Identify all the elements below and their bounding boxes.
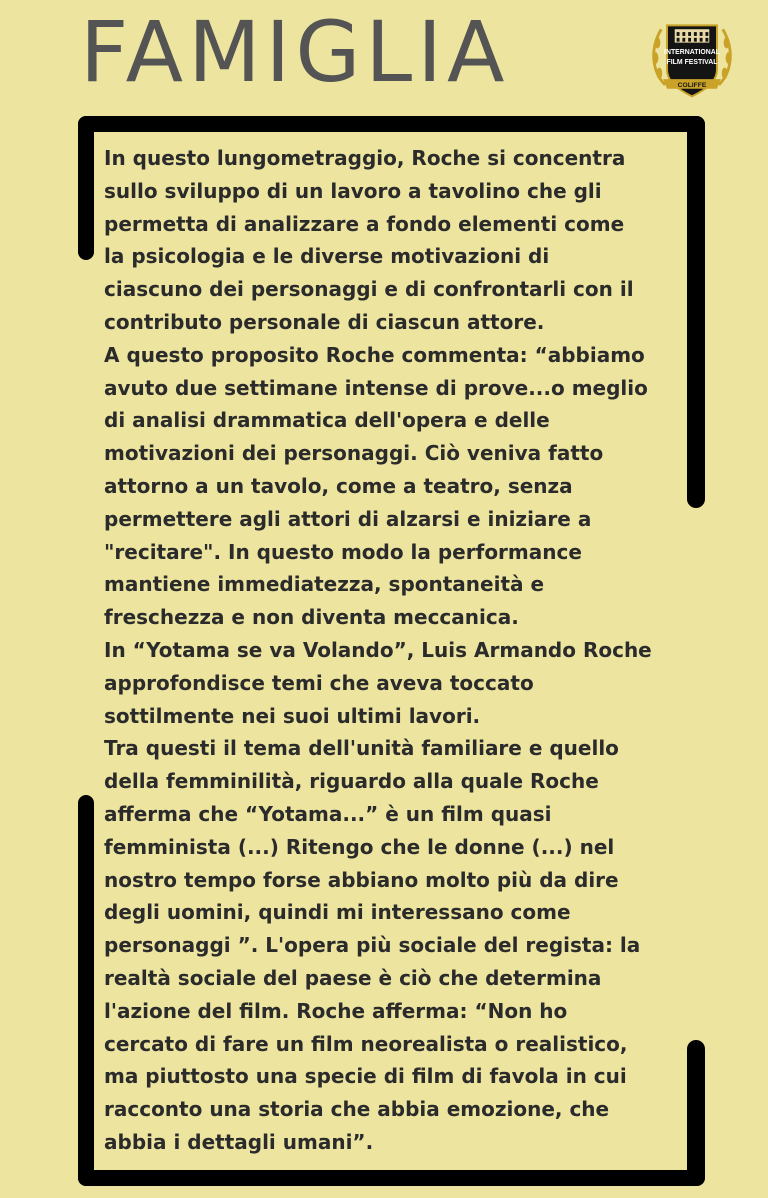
text-line: sullo sviluppo di un lavoro a tavolino che gli: [104, 178, 602, 203]
text-line: avuto due settimane intense di prove...o meglio: [104, 375, 648, 400]
text-line: sottilmente nei suoi ultimi lavori.: [104, 703, 481, 728]
text-line: racconto una storia che abbia emozione, che: [104, 1097, 610, 1122]
page-title: FAMIGLIA: [80, 3, 510, 101]
text-line: freschezza e non diventa meccanica.: [104, 605, 519, 630]
text-line: ma piuttosto una specie di film di favola in cui: [104, 1064, 627, 1089]
text-line: approfondisce temi che aveva toccato: [104, 670, 534, 695]
text-line: A questo proposito Roche commenta: “abbiamo: [104, 342, 645, 367]
text-line: In “Yotama se va Volando”, Luis Armando Roche: [104, 637, 652, 662]
text-line: cercato di fare un film neorealista o realistico,: [104, 1031, 628, 1056]
text-line: realtà sociale del paese è ciò che determina: [104, 965, 602, 990]
text-line: permetta di analizzare a fondo elementi come: [104, 211, 625, 236]
svg-text:COLIFFE: COLIFFE: [677, 81, 707, 89]
frame-bottom: [78, 1170, 705, 1186]
text-line: afferma che “Yotama...” è un film quasi: [104, 801, 552, 826]
text-line: femminista (...) Ritengo che le donne (...) nel: [104, 834, 615, 859]
text-line: contributo personale di ciascun attore.: [104, 309, 545, 334]
text-line: degli uomini, quindi mi interessano come: [104, 900, 571, 925]
text-line: "recitare". In questo modo la performance: [104, 539, 582, 564]
festival-logo: [644, 10, 740, 106]
text-line: nostro tempo forse abbiano molto più da dire: [104, 867, 619, 892]
frame-left-top: [78, 116, 94, 260]
text-line: abbia i dettagli umani”.: [104, 1129, 374, 1154]
text-line: In questo lungometraggio, Roche si concentra: [104, 146, 626, 170]
text-line: ciascuno dei personaggi e di confrontarli con il: [104, 277, 634, 302]
text-line: della femminilità, riguardo alla quale Roche: [104, 769, 599, 794]
svg-text:INTERNATIONAL: INTERNATIONAL: [664, 49, 720, 57]
text-line: permettere agli attori di alzarsi e iniziare a: [104, 506, 592, 531]
text-line: di analisi drammatica dell'opera e delle: [104, 408, 550, 433]
text-line: mantiene immediatezza, spontaneità e: [104, 572, 545, 597]
frame-left-bottom: [78, 795, 94, 1186]
text-line: personaggi ”. L'opera più sociale del regista: la: [104, 933, 641, 958]
text-line: l'azione del film. Roche afferma: “Non ho: [104, 998, 568, 1023]
text-line: motivazioni dei personaggi. Ciò veniva fatto: [104, 441, 604, 466]
text-line: la psicologia e le diverse motivazioni di: [104, 244, 550, 269]
text-line: Tra questi il tema dell'unità familiare e quello: [104, 736, 619, 761]
frame-top: [78, 116, 705, 132]
article-text: [104, 142, 704, 1159]
svg-text:FILM FESTIVAL: FILM FESTIVAL: [666, 58, 718, 66]
text-line: attorno a un tavolo, come a teatro, senza: [104, 473, 573, 498]
